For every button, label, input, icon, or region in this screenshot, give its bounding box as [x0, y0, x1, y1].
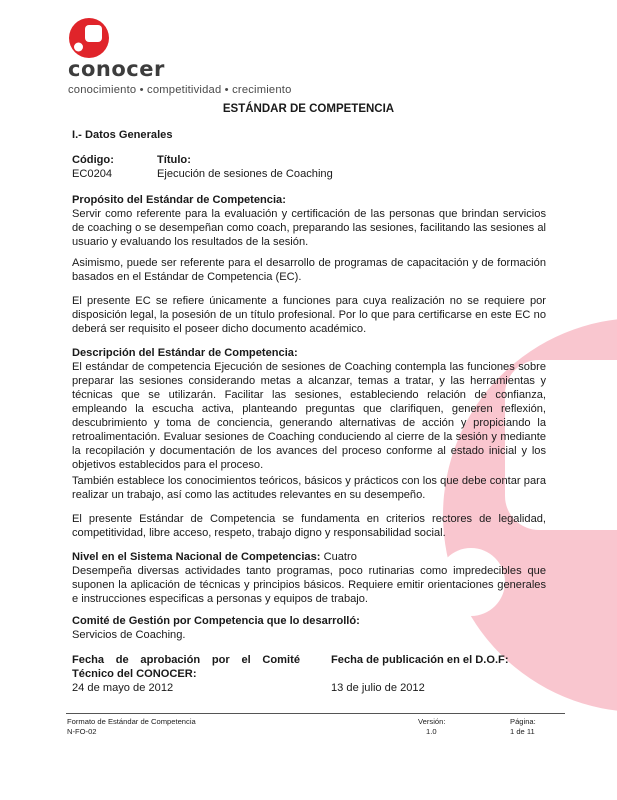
- comite-heading: Comité de Gestión por Competencia que lo desarrolló:: [72, 615, 360, 627]
- codigo-label: Código:: [72, 154, 114, 166]
- footer-page-label: Página:: [510, 717, 536, 726]
- footer-page-value: 1 de 11: [510, 727, 535, 736]
- descripcion-paragraph-3: El presente Estándar de Competencia se fundamenta en criterios rectores de legalidad, competitividad, libre acceso, respeto, trabajo digno y responsabilidad social.: [72, 513, 546, 539]
- footer-version-label: Versión:: [418, 717, 446, 726]
- footer-format-label: Formato de Estándar de Competencia: [67, 717, 196, 726]
- codigo-value: EC0204: [72, 168, 113, 180]
- footer-divider: [66, 713, 565, 714]
- fecha-aprobacion-label: Fecha de aprobación por el Comité Técnico del CONOCER:: [72, 654, 300, 680]
- titulo-label: Título:: [157, 154, 191, 166]
- fecha-publicacion-label: Fecha de publicación en el D.O.F:: [331, 654, 509, 666]
- descripcion-paragraph-2: También establece los conocimientos teóricos, básicos y prácticos con los que debe contar para realizar un trabajo, así como las actitudes relevantes en su desempeño.: [72, 475, 546, 501]
- titulo-value: Ejecución de sesiones de Coaching: [157, 168, 333, 180]
- proposito-paragraph-1: Servir como referente para la evaluación y certificación de las personas que brindan servicios de coaching o se desempeñan como coach, preparando las sesiones, facilitando las sesiones al usuario y evaluando los resultados de la sesión.: [72, 208, 546, 248]
- nivel-description: Desempeña diversas actividades tanto programas, poco rutinarias como impredecibles que suponen la aplicación de técnicas y principios básicos. Requiere emitir orientaciones generales e instrucciones especificas a personas y equipos de trabajo.: [72, 565, 546, 605]
- fecha-publicacion-value: 13 de julio de 2012: [331, 682, 425, 694]
- descripcion-heading: Descripción del Estándar de Competencia:: [72, 347, 298, 359]
- proposito-heading: Propósito del Estándar de Competencia:: [72, 194, 286, 206]
- document-title: ESTÁNDAR DE COMPETENCIA: [222, 103, 395, 115]
- proposito-paragraph-2: Asimismo, puede ser referente para el desarrollo de programas de capacitación y de formación basados en el Estándar de Competencia (EC).: [72, 257, 546, 283]
- nivel-label: Nivel en el Sistema Nacional de Competencias:: [72, 551, 321, 563]
- logo-wordmark: conocer: [68, 57, 165, 81]
- fecha-aprobacion-value: 24 de mayo de 2012: [72, 682, 174, 694]
- logo-tagline: conocimiento • competitividad • crecimiento: [68, 84, 292, 96]
- comite-value: Servicios de Coaching.: [72, 629, 186, 641]
- proposito-paragraph-3: El presente EC se refiere únicamente a funciones para cuya realización no se requiere por disposición legal, la posesión de un título profesional. Por lo que para certificarse en este EC no deberá ser requisito el poseer dicho documento académico.: [72, 295, 546, 335]
- section-heading: I.- Datos Generales: [72, 129, 173, 141]
- conocer-logo-icon: [68, 17, 110, 59]
- descripcion-paragraph-1: El estándar de competencia Ejecución de sesiones de Coaching contempla las funciones sobre preparar las sesiones considerando metas a alcanzar, temas a tratar, y las herramientas y técnicas que se utilizarán. Facilitar las sesiones, estableciendo relación de confianza, empleando la escucha activa, planteando preguntas que clarifiquen, generen reflexión, descubrimiento y toma de conciencia, generando alternativas de acción y propiciando la retroalimentación. Evaluar sesiones de Coaching conduciendo al cierre de la sesión y mediante la recopilación y documentación de los avances del proceso conforme al estado inicial y los objetivos establecidos para el proceso.: [72, 361, 546, 471]
- nivel-line: [72, 550, 546, 564]
- footer-format-code: N-FO-02: [67, 727, 97, 736]
- footer-version-value: 1.0: [426, 727, 437, 736]
- nivel-value: Cuatro: [323, 551, 357, 563]
